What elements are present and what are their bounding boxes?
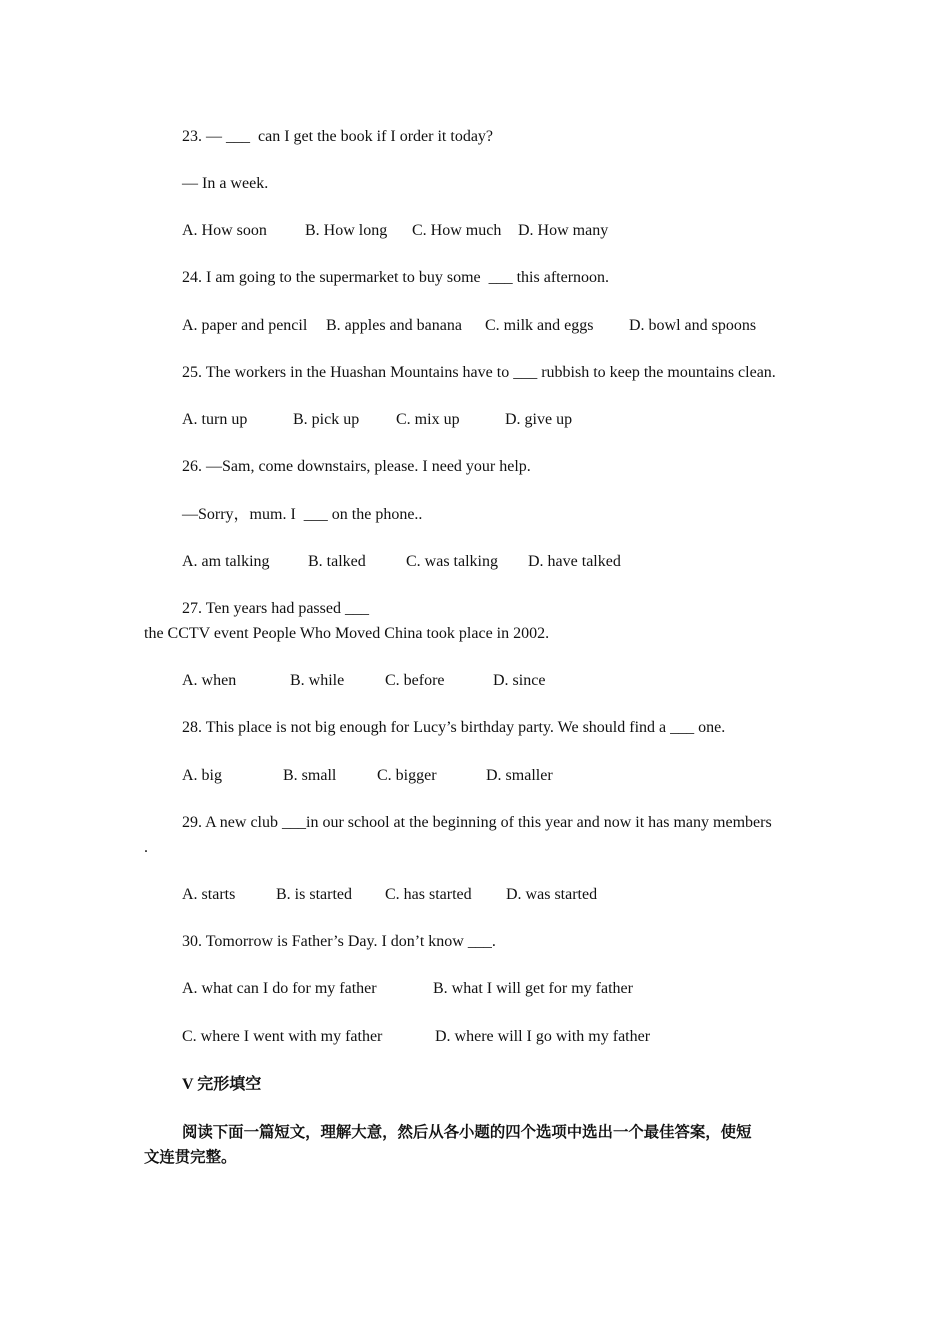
q28-option-a: A. big xyxy=(182,767,222,784)
q27-option-c: C. before xyxy=(385,672,445,689)
question-29-stem: 29. A new club ___in our school at the beginning of this year and now it has many members xyxy=(182,814,772,831)
q28-option-b: B. small xyxy=(283,767,337,784)
question-29-stem-continued: . xyxy=(144,839,148,856)
q29-option-b: B. is started xyxy=(276,886,352,903)
q24-option-a: A. paper and pencil xyxy=(182,317,308,334)
question-27-stem: 27. Ten years had passed ___ xyxy=(182,600,369,617)
question-25-stem: 25. The workers in the Huashan Mountains have to ___ rubbish to keep the mountains clean. xyxy=(182,364,776,381)
q27-option-b: B. while xyxy=(290,672,345,689)
q29-option-c: C. has started xyxy=(385,886,472,903)
q23-option-b: B. How long xyxy=(305,222,388,239)
question-30-stem: 30. Tomorrow is Father’s Day. I don’t know ___. xyxy=(182,933,496,950)
q26-option-c: C. was talking xyxy=(406,553,498,570)
question-27-stem-continued: the CCTV event People Who Moved China took place in 2002. xyxy=(144,625,550,642)
q24-option-d: D. bowl and spoons xyxy=(629,317,757,334)
q29-option-d: D. was started xyxy=(506,886,598,903)
q30-option-a: A. what can I do for my father xyxy=(182,980,377,997)
q27-option-d: D. since xyxy=(493,672,546,689)
section-numeral: V xyxy=(182,1076,194,1093)
q29-option-a: A. starts xyxy=(182,886,236,903)
q30-option-c: C. where I went with my father xyxy=(182,1028,383,1045)
q25-option-c: C. mix up xyxy=(396,411,460,428)
section-instruction-line-2: 文连贯完整。 xyxy=(144,1148,237,1166)
q23-option-c: C. How much xyxy=(412,222,502,239)
question-28-stem: 28. This place is not big enough for Lucy’s birthday party. We should find a ___ one. xyxy=(182,719,726,736)
section-heading xyxy=(182,1074,261,1095)
q23-option-a: A. How soon xyxy=(182,222,267,239)
question-23-reply: — In a week. xyxy=(182,175,269,192)
q26-option-d: D. have talked xyxy=(528,553,621,570)
section-instruction-line-1: 阅读下面一篇短文，理解大意，然后从各小题的四个选项中选出一个最佳答案，使短 xyxy=(182,1123,752,1141)
q28-option-d: D. smaller xyxy=(486,767,553,784)
q26-option-b: B. talked xyxy=(308,553,366,570)
q24-option-b: B. apples and banana xyxy=(326,317,462,334)
q27-option-a: A. when xyxy=(182,672,237,689)
q25-option-a: A. turn up xyxy=(182,411,248,428)
q23-option-d: D. How many xyxy=(518,222,609,239)
q24-option-c: C. milk and eggs xyxy=(485,317,594,334)
section-title: 完形填空 xyxy=(197,1074,262,1093)
q25-option-b: B. pick up xyxy=(293,411,360,428)
q26-option-a: A. am talking xyxy=(182,553,270,570)
q25-option-d: D. give up xyxy=(505,411,573,428)
question-23-stem: 23. — ___ can I get the book if I order it today? xyxy=(182,128,494,145)
question-24-stem: 24. I am going to the supermarket to buy some ___ this afternoon. xyxy=(182,269,610,286)
question-26-reply: —Sorry，mum. I ___ on the phone.. xyxy=(182,506,423,523)
q30-option-d: D. where will I go with my father xyxy=(435,1028,651,1045)
q28-option-c: C. bigger xyxy=(377,767,437,784)
question-26-stem: 26. —Sam, come downstairs, please. I need your help. xyxy=(182,458,531,475)
q30-option-b: B. what I will get for my father xyxy=(433,980,633,997)
